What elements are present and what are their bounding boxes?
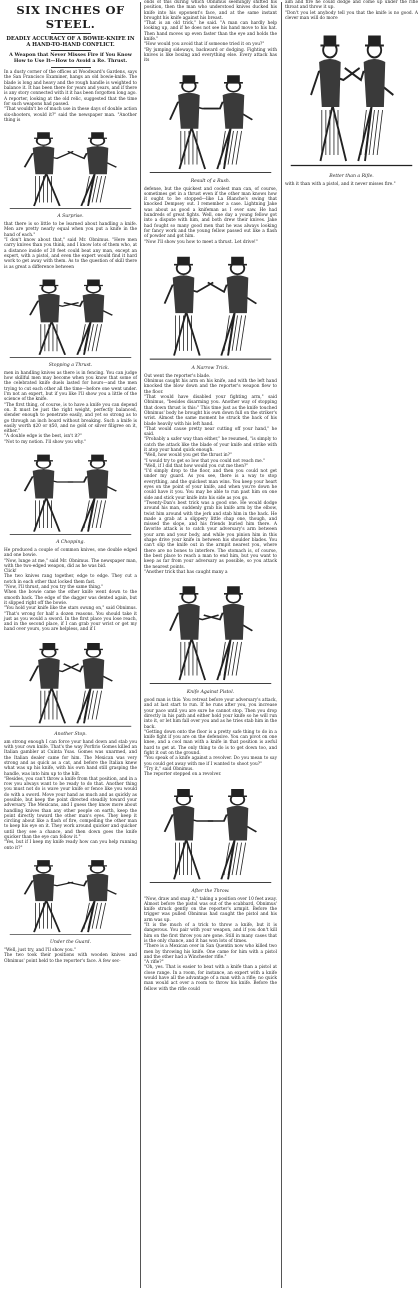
paragraph: defense, but the quickest and coolest man can, of course, sometimes get in a thrust even if the other man knows how it ought to be stopped—like La Blanche's swing that knocked Dempsey out. I remember a case. Lightning Jake was about as good a knifeman as I ever saw. He had hundreds of great fights. Well, one day a young fellow got into a dispute with him, and both drew their knives. Jake had fought so many good men that he was always looking for fancy work and the young fellow passed out like a flash of powder and got him. xyxy=(144,186,277,240)
paragraph: "That would have disabled your fighting arm," said Obnimus, "besides disarming you. Another way of stopping that down thrust is this:" This time just as the knife touched Obnimus' body he brought his own down full on the striker's wrist. Almost the same moment he struck the back of his blade heavily with his left hand. xyxy=(144,395,277,427)
paragraph: "Now, lunge at me," said Mr. Obnimus. The newspaper man, with the two-edged weapon, did as he was bid. xyxy=(4,558,137,569)
column-2 xyxy=(142,0,279,1290)
paragraph: "By jumping sideways, backward or dodging. Fighting with knives is like boxing and everything else. Every attack has its xyxy=(144,47,277,64)
illustration xyxy=(3,272,138,362)
figure-caption: Better than a Rifle. xyxy=(329,174,374,180)
paragraph: "You speak of a knife against a revolver. Do you mean to say you could get away with me if I wanted to shoot you?" xyxy=(144,756,277,767)
paragraph: "The first thing, of course, is to have a knife you can depend on. It must be just the right weight, perfectly balanced, slender enough to penetrate easily, and yet so strong as to go through an inch board without breaking. Such a knife is easily worth $20 or $50, and no gold or silver filigree on it, either." xyxy=(4,402,137,435)
paragraph: "A rifle?" xyxy=(144,960,164,966)
figure-caption: A Narrow Trick. xyxy=(191,365,230,371)
paragraph: The two took their positions with wooden knives and Obnimus' point held to the reporter's face. A few sec- xyxy=(4,953,137,964)
figure-caption: A Surprise. xyxy=(57,214,84,220)
paragraph: The two knives rang together, edge to edge. They cut a notch in each other that locked them fast. xyxy=(4,574,137,585)
figure-caption: Stopping a Thrust. xyxy=(48,362,93,368)
paragraph: good man is this: You retreat before your adversary's attack, and at last start to run. If he runs after you, you increase your pace until you are sure he cannot stop. Then you drop directly in his path and either hold your knife so he will run into it, or let him fall over you and as he tries stab him in the back. xyxy=(144,698,277,730)
engraving-illustration xyxy=(143,577,278,689)
paragraph: "Well, just try, and I'll show you." xyxy=(4,947,76,953)
paragraph: "There is a Mexican over in San Quentin now who killed two men by throwing his knife. One came for him with a pistol and the other had a Winchester rifle." xyxy=(144,944,277,960)
subheadline: DEADLY ACCURACY OF A BOWIE-KNIFE IN A HAND-TO-HAND CONFLICT. xyxy=(6,36,135,48)
paragraph: "That wouldn't be of much use in these days of double action six-shooters, would it?" said the newspaper man. "Another thing is xyxy=(4,107,138,123)
rule xyxy=(51,67,91,68)
engraving-illustration xyxy=(3,635,138,731)
figure-caption: Under the Guard. xyxy=(49,939,92,945)
paragraph: "It is the much of a trick to throw a knife, but it is dangerous. You pair with your weapon, and if you don't kill him on the first throw you are gone. Still in many cases that is the only chance, and it has won lots of times. xyxy=(144,923,277,944)
paragraph: Out went the reporter's blade. xyxy=(144,373,211,379)
column-1 xyxy=(2,0,139,1290)
engraving-illustration xyxy=(3,125,138,213)
illustration xyxy=(3,635,138,731)
engraving-illustration xyxy=(143,780,278,888)
paragraph: "Besides, you can't throw a knife from that position, and in a row you always want to be ready to do that. Another thing you must not do is wave your knife or fence like you would do with a sword. Move your hand as much and as quickly as possible, but keep the point directed steadily toward your adversary. The Mexicans, and I guess they know more about handling knives than any other people on earth, keep the point directly toward the other man's eyes. They keep it circling about like a flash of fire, compelling the other man to keep his eye on it. They work around quicker and quicker until they see a chance, and then down goes the knife quicker than the eye can follow it." xyxy=(4,776,137,841)
illustration xyxy=(143,780,278,888)
engraving-illustration xyxy=(143,66,278,178)
subheadline: A Weapon that Never Misses Fire if You Know How to Use It—How to Avoid a Re. Thrust. xyxy=(9,52,132,64)
engraving-illustration xyxy=(284,23,419,173)
paragraph: "Oh, yes. That is easier to beat with a knife than a pistol at close range. In a room, for instance, an expert with a knife would have all the advantage of a man with a rifle; no quick man would act over a room to throw his knife. Before the fellow with the rifle could xyxy=(144,965,277,992)
paragraph: A reporter, looking at the old relic, suggested that the time for such weapons had passed. xyxy=(4,96,137,107)
paragraph: When the bowie came the other knife went down to the smooth back. The edge of the dagger was dented again, but it slipped right off the bowie. xyxy=(4,590,137,606)
paragraph: "You hold your knife like the stars swung on," said Obnimus. "That's wrong for half a dozen reasons. You should take it just as you would a sword. In the first place you lose reach, and in the second place, if I can grab your wrist or get my hand over yours, you are helpless, and if I xyxy=(4,606,137,633)
column-rule xyxy=(140,2,141,1288)
paragraph: "Getting down onto the floor is a pretty safe thing to do in a knife fight if you are on the defensive. You can pivot on one knee, and a cool man with a knife in that position is awful hard to get at. The only thing to do is to get down too, and fight it out on the ground. xyxy=(144,729,277,757)
paragraph: men in handling knives as there is in fencing. You can judge how skillful men may become when you know that some of the celebrated knife duels lasted for hours—and the men trying to cut each other all the time—before one went under. I'm not an expert, but if you like I'll show you a little of the science of the knife. xyxy=(4,370,137,403)
illustration xyxy=(143,66,278,178)
figure-caption: Knife Against Pistol. xyxy=(186,690,235,696)
paragraph: Obnimus caught his arm on his knife, and with the left hand knocked the blow down and the reporter's weapon flew to the floor. xyxy=(144,379,277,395)
figure-caption: After the Throw. xyxy=(191,888,230,894)
paragraph: "Well, how would you get the thrust in?" xyxy=(144,453,232,459)
paragraph: "I would try to get so low that you could not reach me." xyxy=(144,458,266,464)
paragraph: "Well, if I did that how would you cut me then?" xyxy=(144,463,249,469)
paragraph: "Another trick that has caught many a xyxy=(144,569,228,575)
paragraph: "I don't know about that," said Mr. Obnimus. "Here men carry knives than you think, and I know lots of them who, at a distance inside of 20 feet could beat any man, except an expert, with a pistol, and even the expert would find it hard work to get away with them. As to the question of skill there is as great a difference between xyxy=(4,238,137,270)
paragraph: "Twenty-Dan's best trick was a good one. He would dodge around his man, suddenly grab his knife arm by the elbow, twist him around with the jerk and stab him in the back. He made a grab at a slippery little chap one, though, and missed the slope, and his friends buried him there. A favorite attack is to catch your adversary's arm between your arm and your body, and while you pinion him in this shape drive your knife in between his shoulder blades. You can't slip the knife out in the armpit nearest you, where there are no bones to interfere. The stomach is, of course, the best place to reach a man to end him, but you want to keep as far from your adversary as possible, so you attack the nearest points. xyxy=(144,500,277,570)
paragraph: "Try it," said Obnimus. xyxy=(144,766,194,772)
paragraph: "Probably a safer way than either," he resumed, "is simply to catch the attack like the blade of your knife and strike with it atop your hand quick enough. xyxy=(144,437,277,453)
paragraph: "A double edge is the best, isn't it?" xyxy=(4,434,82,440)
rule xyxy=(51,33,91,34)
paragraph: Almost before the pistol was out of the scabbard, Obnimus' knife struck gently on the reporter's armpit. Before the trigger was pulled Obnimus had caught the pistol and his arm was up. xyxy=(144,901,277,923)
rule xyxy=(51,50,91,51)
figure-caption: A Chopping. xyxy=(56,539,85,545)
column-rule xyxy=(281,2,282,1288)
engraving-illustration xyxy=(3,447,138,539)
column-3 xyxy=(283,0,420,1290)
illustration xyxy=(143,247,278,365)
engraving-illustration xyxy=(143,247,278,365)
paragraph: "Now, draw and snap it," taking a position over 10 feet away. xyxy=(144,896,277,902)
paragraph: The reporter stepped on a revolver. xyxy=(144,772,222,778)
illustration xyxy=(3,447,138,539)
paragraph: "Not to my notion. I'll show you why." xyxy=(4,439,86,445)
paragraph: Click! xyxy=(4,569,17,575)
paragraph: He produced a couple of common knives, one double edged and one bowie. xyxy=(4,547,137,559)
paragraph: "Yes, but if I keep my knife ready how can you help running onto it?" xyxy=(4,840,137,851)
illustration xyxy=(284,23,419,173)
paragraph: that there is so little to be learned about handling a knife. Men are pretty nearly equal when you put a knife in the hand of each." xyxy=(4,222,137,238)
paragraph: "Now I'll show you how to meet a thrust. Let drive!" xyxy=(144,239,258,245)
illustration xyxy=(3,853,138,939)
engraving-illustration xyxy=(3,853,138,939)
figure-caption: Another Stop. xyxy=(54,731,87,737)
paragraph: with it than with a pistol, and it never misses fire." xyxy=(285,182,396,188)
paragraph: am strong enough I can force your hand down and stab you with your own knife. That's the way Porfirio Gomes killed an Italian gambler at Cuinta Ysas. Gomes was unarmed, and the Italian dealer came for him. The Mexican was very strong and as quick as a cat, and before the Italian knew what was up his knife, with his own hand still grasping the handle, was into him up to the hilt. xyxy=(4,739,137,777)
illustration xyxy=(3,125,138,213)
paragraph: "That is an old trick," he said. "A man can hardly help looking up, and if he does not see his hand move to his hat. Then hand moves up even faster than the eye and holds the knife." xyxy=(144,21,277,43)
paragraph: aim and fire he could dodge and come up under the rifle throat and throw it up. xyxy=(285,0,418,11)
headline: SIX INCHES OF STEEL. xyxy=(16,3,125,31)
engraving-illustration xyxy=(3,272,138,362)
paragraph: "I'd simply drop to the floor, and then you could not get under my guard. As you see, there is a way to stop everything, and the quickest man wins. You keep your heart eyes on the point of your knife, and when you're down he could have it you. You may be able to run past him on one side and stick your knife into his side as you go. xyxy=(144,469,277,501)
paragraph: "Don't you let anybody tell you that the knife is no good. A clever man will do more xyxy=(285,10,418,21)
paragraph: In a dusty corner of the offices at Woodward's Gardens, says the San Francisco Examiner, hangs an old bowie-knife. The blade is long and heavy and the rough handle is weighted to balance it. It has been there for years and years, and if there is any story connected with it it has been forgotten long ago. xyxy=(4,70,137,97)
paragraph: "That would cause pretty near cutting off your hand," he said. xyxy=(144,426,277,438)
paragraph: "Now, I'll thrust, and you try the same thing." xyxy=(4,585,104,591)
illustration xyxy=(143,577,278,689)
paragraph: onds of this during which Obnimus seemingly shifted his position, then the man who understood knives ducked his knife into his opponent's face, and at the same instant brought his knife against his breast. xyxy=(144,0,277,21)
figure-caption: Result of a Rush. xyxy=(190,178,231,184)
paragraph: "How would you avoid that if someone tried it on you?" xyxy=(144,42,265,48)
